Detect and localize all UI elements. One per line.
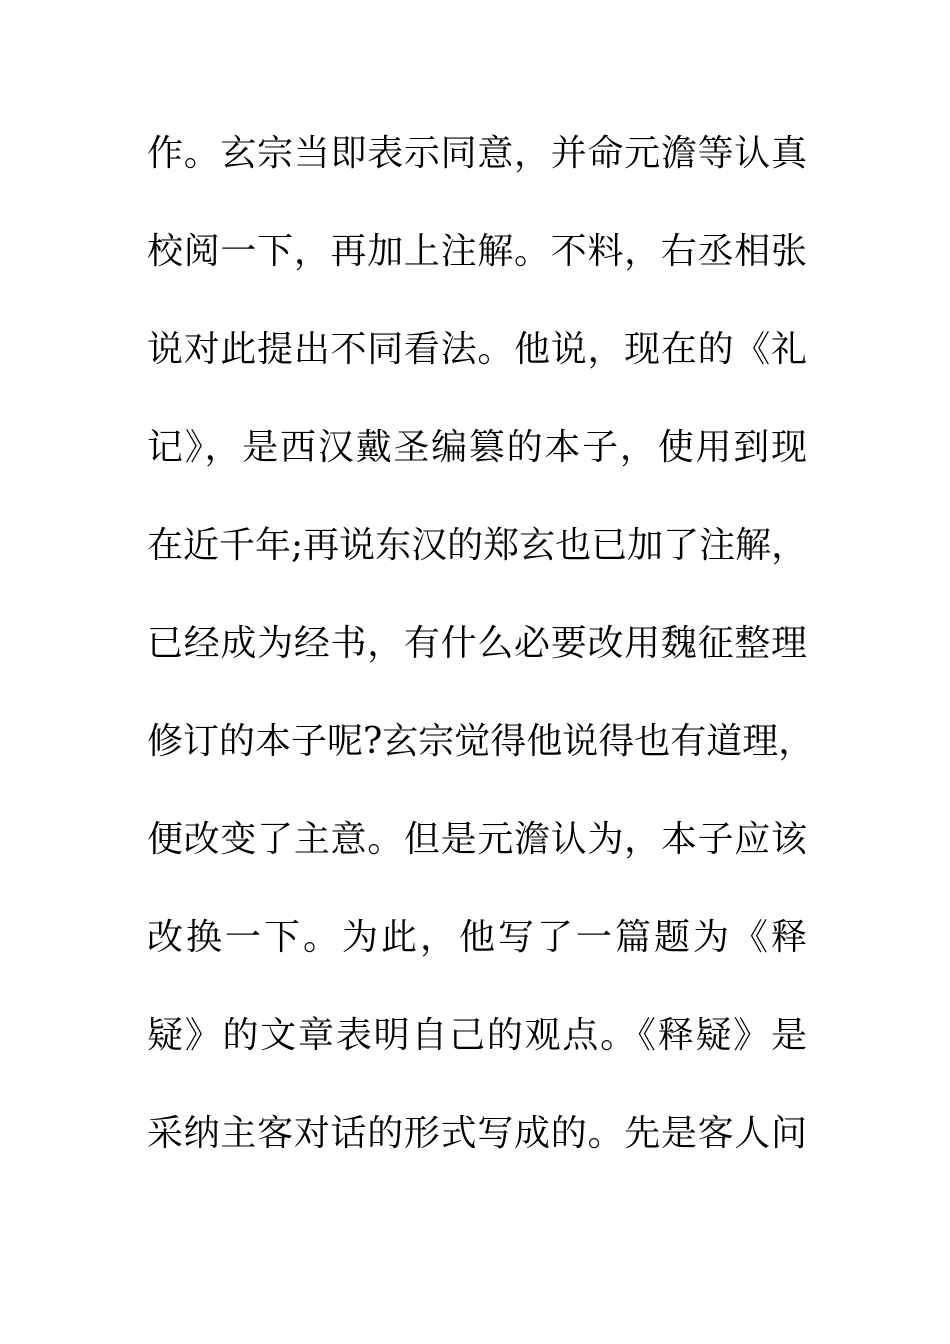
- text-line: 改换一下。为此，他写了一篇题为《释: [147, 917, 807, 958]
- text-line: 在近千年;再说东汉的郑玄也已加了注解，: [147, 525, 808, 566]
- text-line: 校阅一下，再加上注解。不料，右丞相张: [147, 231, 807, 272]
- text-line: 疑》的文章表明自己的观点。《释疑》是: [147, 1015, 807, 1056]
- text-line: 说对此提出不同看法。他说，现在的《礼: [147, 329, 807, 370]
- text-line: 已经成为经书，有什么必要改用魏征整理: [147, 623, 807, 664]
- text-line: 记》，是西汉戴圣编篡的本子，使用到现: [147, 427, 807, 468]
- text-line: 便改变了主意。但是元澹认为，本子应该: [147, 819, 807, 860]
- text-line: 作。玄宗当即表示同意，并命元澹等认真: [147, 133, 807, 174]
- body-text: [147, 126, 815, 1204]
- text-line: 采纳主客对话的形式写成的。先是客人问: [147, 1113, 807, 1154]
- text-line: 修订的本子呢?玄宗觉得他说得也有道理，: [147, 721, 815, 762]
